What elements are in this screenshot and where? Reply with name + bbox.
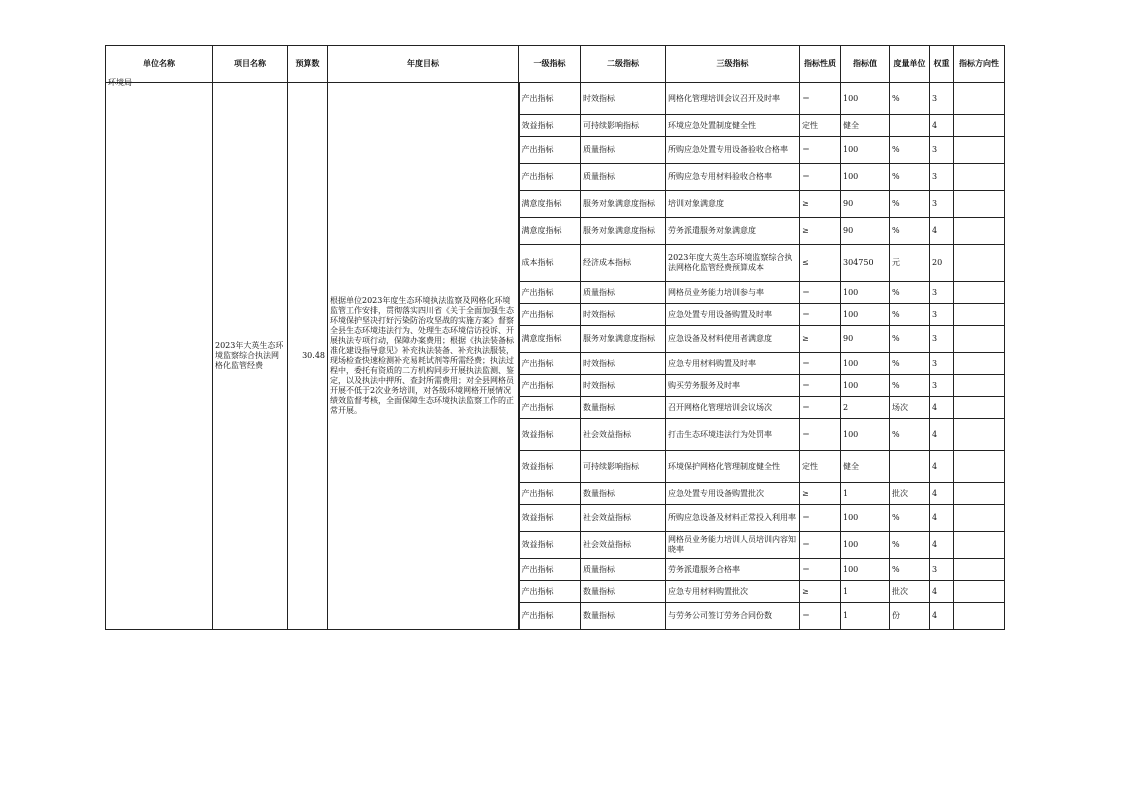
indicator-value-cell: 90	[841, 191, 890, 218]
indicator-nature-cell: ＝	[800, 419, 841, 451]
level3-indicator-cell: 培训对象满意度	[666, 191, 800, 218]
header-level1-indicator: 一级指标	[519, 46, 581, 83]
table-body	[106, 78, 1005, 630]
budget-cell: 30.48	[288, 83, 328, 630]
indicator-nature-cell: ＝	[800, 559, 841, 581]
weight-cell: 3	[930, 282, 954, 304]
indicator-nature-cell: ≥	[800, 326, 841, 353]
weight-cell: 3	[930, 164, 954, 191]
indicator-nature-cell: ＝	[800, 137, 841, 164]
level2-indicator-cell: 质量指标	[581, 137, 666, 164]
measure-unit-cell: %	[890, 419, 930, 451]
level2-indicator-cell: 时效指标	[581, 353, 666, 375]
level3-indicator-cell: 购买劳务服务及时率	[666, 375, 800, 397]
indicator-value-cell: 1	[841, 483, 890, 505]
header-weight: 权重	[930, 46, 954, 83]
measure-unit-cell: %	[890, 532, 930, 559]
measure-unit-cell: 批次	[890, 483, 930, 505]
level3-indicator-cell: 网格员业务能力培训参与率	[666, 282, 800, 304]
direction-cell	[954, 451, 1005, 483]
level2-indicator-cell: 服务对象满意度指标	[581, 191, 666, 218]
header-budget: 预算数	[288, 46, 328, 83]
measure-unit-cell: %	[890, 191, 930, 218]
weight-cell: 4	[930, 532, 954, 559]
level1-indicator-cell: 效益指标	[519, 505, 581, 532]
indicator-nature-cell: ＝	[800, 397, 841, 419]
indicator-value-cell: 1	[841, 603, 890, 630]
direction-cell	[954, 353, 1005, 375]
direction-cell	[954, 532, 1005, 559]
direction-cell	[954, 419, 1005, 451]
indicator-nature-cell: ＝	[800, 304, 841, 326]
level1-indicator-cell: 满意度指标	[519, 218, 581, 245]
level2-indicator-cell: 经济成本指标	[581, 245, 666, 282]
measure-unit-cell: 场次	[890, 397, 930, 419]
header-measure-unit: 度量单位	[890, 46, 930, 83]
indicator-nature-cell: ≥	[800, 218, 841, 245]
direction-cell	[954, 397, 1005, 419]
direction-cell	[954, 164, 1005, 191]
direction-cell	[954, 581, 1005, 603]
weight-cell: 4	[930, 451, 954, 483]
level3-indicator-cell: 环境保护网格化管理制度健全性	[666, 451, 800, 483]
indicator-value-cell: 100	[841, 83, 890, 115]
indicator-nature-cell: ＝	[800, 603, 841, 630]
level2-indicator-cell: 可持续影响指标	[581, 115, 666, 137]
indicator-value-cell: 100	[841, 164, 890, 191]
level3-indicator-cell: 2023年度大英生态环境监察综合执法网格化监管经费预算成本	[666, 245, 800, 282]
level1-indicator-cell: 产出指标	[519, 164, 581, 191]
level3-indicator-cell: 应急专用材料购置批次	[666, 581, 800, 603]
direction-cell	[954, 559, 1005, 581]
measure-unit-cell: %	[890, 353, 930, 375]
level2-indicator-cell: 时效指标	[581, 83, 666, 115]
level3-indicator-cell: 环境应急处置制度健全性	[666, 115, 800, 137]
level2-indicator-cell: 质量指标	[581, 282, 666, 304]
level3-indicator-cell: 劳务派遣服务合格率	[666, 559, 800, 581]
indicator-nature-cell: 定性	[800, 115, 841, 137]
measure-unit-cell: %	[890, 164, 930, 191]
level3-indicator-cell: 与劳务公司签订劳务合同份数	[666, 603, 800, 630]
indicator-nature-cell: ＝	[800, 353, 841, 375]
weight-cell: 3	[930, 326, 954, 353]
measure-unit-cell: %	[890, 505, 930, 532]
indicator-nature-cell: ＝	[800, 83, 841, 115]
indicator-nature-cell: ＝	[800, 164, 841, 191]
direction-cell	[954, 375, 1005, 397]
level3-indicator-cell: 劳务派遣服务对象满意度	[666, 218, 800, 245]
weight-cell: 3	[930, 353, 954, 375]
direction-cell	[954, 282, 1005, 304]
level1-indicator-cell: 效益指标	[519, 532, 581, 559]
direction-cell	[954, 326, 1005, 353]
level3-indicator-cell: 网格化管理培训会议召开及时率	[666, 83, 800, 115]
level2-indicator-cell: 服务对象满意度指标	[581, 326, 666, 353]
weight-cell: 3	[930, 191, 954, 218]
level2-indicator-cell: 社会效益指标	[581, 419, 666, 451]
level1-indicator-cell: 产出指标	[519, 353, 581, 375]
level1-indicator-cell: 产出指标	[519, 83, 581, 115]
header-unit-name: 单位名称	[106, 46, 213, 83]
indicator-value-cell: 304750	[841, 245, 890, 282]
indicator-nature-cell: ≥	[800, 483, 841, 505]
level1-indicator-cell: 效益指标	[519, 451, 581, 483]
measure-unit-cell: %	[890, 218, 930, 245]
indicator-value-cell: 健全	[841, 451, 890, 483]
header-indicator-value: 指标值	[841, 46, 890, 83]
weight-cell: 3	[930, 83, 954, 115]
level2-indicator-cell: 数量指标	[581, 603, 666, 630]
level1-indicator-cell: 成本指标	[519, 245, 581, 282]
direction-cell	[954, 115, 1005, 137]
indicator-value-cell: 1	[841, 581, 890, 603]
indicator-nature-cell: ＝	[800, 375, 841, 397]
header-level2-indicator: 二级指标	[581, 46, 666, 83]
level1-indicator-cell: 效益指标	[519, 115, 581, 137]
measure-unit-cell	[890, 451, 930, 483]
weight-cell: 4	[930, 397, 954, 419]
indicator-nature-cell: ≤	[800, 245, 841, 282]
weight-cell: 4	[930, 581, 954, 603]
indicator-nature-cell: 定性	[800, 451, 841, 483]
measure-unit-cell: %	[890, 326, 930, 353]
level1-indicator-cell: 产出指标	[519, 137, 581, 164]
project-name-cell: 2023年大英生态环境监察综合执法网格化监管经费	[213, 83, 288, 630]
direction-cell	[954, 218, 1005, 245]
indicator-value-cell: 100	[841, 282, 890, 304]
direction-cell	[954, 304, 1005, 326]
level3-indicator-cell: 所购应急专用材料验收合格率	[666, 164, 800, 191]
indicator-value-cell: 100	[841, 304, 890, 326]
measure-unit-cell: %	[890, 559, 930, 581]
header-level3-indicator: 三级指标	[666, 46, 800, 83]
measure-unit-cell: %	[890, 137, 930, 164]
unit-name-text: 环境局	[108, 78, 132, 87]
weight-cell: 3	[930, 137, 954, 164]
performance-target-table	[105, 45, 1005, 630]
level3-indicator-cell: 所购应急处置专用设备验收合格率	[666, 137, 800, 164]
unit-name-cell	[106, 78, 213, 630]
level3-indicator-cell: 所购应急设备及材料正常投入利用率	[666, 505, 800, 532]
measure-unit-cell: %	[890, 282, 930, 304]
weight-cell: 4	[930, 505, 954, 532]
indicator-nature-cell: ＝	[800, 505, 841, 532]
level3-indicator-cell: 应急设备及材料使用者满意度	[666, 326, 800, 353]
level3-indicator-cell: 应急处置专用设备购置及时率	[666, 304, 800, 326]
indicator-nature-cell: ≥	[800, 191, 841, 218]
weight-cell: 3	[930, 559, 954, 581]
level2-indicator-cell: 时效指标	[581, 375, 666, 397]
level3-indicator-cell: 召开网格化管理培训会议场次	[666, 397, 800, 419]
indicator-value-cell: 2	[841, 397, 890, 419]
indicator-value-cell: 100	[841, 559, 890, 581]
measure-unit-cell: 元	[890, 245, 930, 282]
level1-indicator-cell: 产出指标	[519, 282, 581, 304]
level3-indicator-cell: 应急专用材料购置及时率	[666, 353, 800, 375]
weight-cell: 20	[930, 245, 954, 282]
direction-cell	[954, 603, 1005, 630]
indicator-value-cell: 90	[841, 326, 890, 353]
measure-unit-cell: 批次	[890, 581, 930, 603]
direction-cell	[954, 505, 1005, 532]
level1-indicator-cell: 产出指标	[519, 483, 581, 505]
direction-cell	[954, 83, 1005, 115]
level1-indicator-cell: 效益指标	[519, 419, 581, 451]
measure-unit-cell: %	[890, 83, 930, 115]
level3-indicator-cell: 应急处置专用设备购置批次	[666, 483, 800, 505]
level1-indicator-cell: 满意度指标	[519, 326, 581, 353]
level1-indicator-cell: 产出指标	[519, 375, 581, 397]
level2-indicator-cell: 社会效益指标	[581, 505, 666, 532]
level2-indicator-cell: 可持续影响指标	[581, 451, 666, 483]
indicator-nature-cell: ＝	[800, 282, 841, 304]
weight-cell: 4	[930, 218, 954, 245]
weight-cell: 4	[930, 115, 954, 137]
header-annual-goal: 年度目标	[328, 46, 519, 83]
indicator-value-cell: 健全	[841, 115, 890, 137]
level2-indicator-cell: 社会效益指标	[581, 532, 666, 559]
level2-indicator-cell: 时效指标	[581, 304, 666, 326]
direction-cell	[954, 191, 1005, 218]
weight-cell: 4	[930, 603, 954, 630]
indicator-nature-cell: ＝	[800, 532, 841, 559]
level2-indicator-cell: 质量指标	[581, 164, 666, 191]
indicator-value-cell: 100	[841, 375, 890, 397]
direction-cell	[954, 137, 1005, 164]
indicator-nature-cell: ≥	[800, 581, 841, 603]
level2-indicator-cell: 数量指标	[581, 483, 666, 505]
indicator-value-cell: 100	[841, 532, 890, 559]
weight-cell: 3	[930, 304, 954, 326]
level1-indicator-cell: 产出指标	[519, 559, 581, 581]
level1-indicator-cell: 产出指标	[519, 397, 581, 419]
header-project-name: 项目名称	[213, 46, 288, 83]
header-direction: 指标方向性	[954, 46, 1005, 83]
measure-unit-cell: 份	[890, 603, 930, 630]
table-row	[106, 83, 1005, 115]
level1-indicator-cell: 满意度指标	[519, 191, 581, 218]
weight-cell: 4	[930, 419, 954, 451]
indicator-value-cell: 90	[841, 218, 890, 245]
measure-unit-cell	[890, 115, 930, 137]
measure-unit-cell: %	[890, 375, 930, 397]
level3-indicator-cell: 网格员业务能力培训人员培训内容知晓率	[666, 532, 800, 559]
indicator-value-cell: 100	[841, 137, 890, 164]
weight-cell: 4	[930, 483, 954, 505]
direction-cell	[954, 245, 1005, 282]
header-row	[106, 46, 1005, 83]
level1-indicator-cell: 产出指标	[519, 581, 581, 603]
indicator-value-cell: 100	[841, 353, 890, 375]
indicator-value-cell: 100	[841, 419, 890, 451]
indicator-value-cell: 100	[841, 505, 890, 532]
level3-indicator-cell: 打击生态环境违法行为处罚率	[666, 419, 800, 451]
level1-indicator-cell: 产出指标	[519, 603, 581, 630]
level2-indicator-cell: 质量指标	[581, 559, 666, 581]
level2-indicator-cell: 服务对象满意度指标	[581, 218, 666, 245]
measure-unit-cell: %	[890, 304, 930, 326]
level2-indicator-cell: 数量指标	[581, 581, 666, 603]
level1-indicator-cell: 产出指标	[519, 304, 581, 326]
direction-cell	[954, 483, 1005, 505]
level2-indicator-cell: 数量指标	[581, 397, 666, 419]
weight-cell: 3	[930, 375, 954, 397]
annual-goal-cell: 根据单位2023年度生态环境执法监察及网格化环境监管工作安排，贯彻落实四川省《关于全面加强生态环境保护坚决打好污染防治攻坚战的实施方案》督察全县生态环境违法行为、处理生态环境信访投诉、开展执法专项行动，保障办案费用；根据《执法装备标准化建设指导意见》补充执法装备、补充执法服装，现场检查快速检测补充易耗试剂等所需经费；执法过程中，委托有资质的二方机构同步开展执法监测、鉴定，以及执法中押所、查封所需费用；对全县网格员开展不低于2次业务培训，对各级环境网格开展情况绩效监督考核，全面保障生态环境执法监察工作的正常开展。	[328, 83, 519, 630]
header-indicator-nature: 指标性质	[800, 46, 841, 83]
